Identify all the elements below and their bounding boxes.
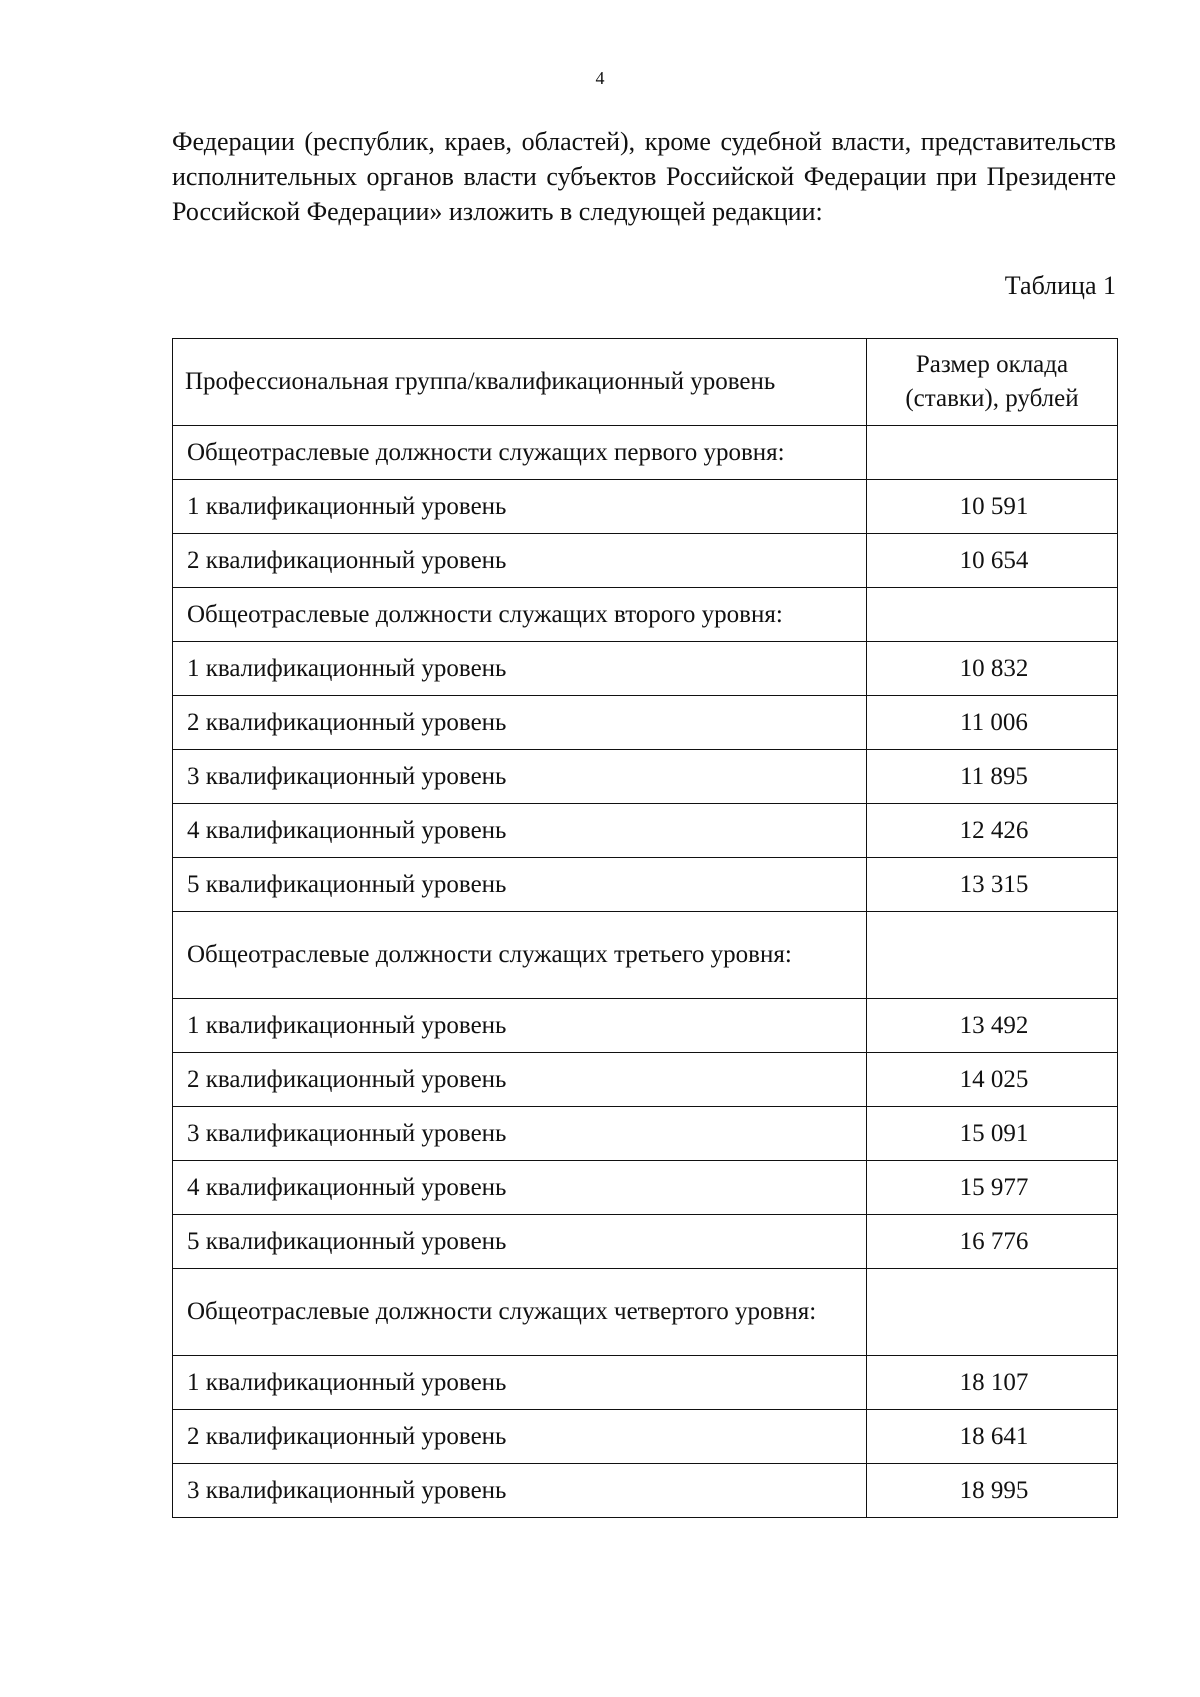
table-row (173, 804, 1118, 858)
table-row (173, 480, 1118, 534)
qualification-level: 3 квалификационный уровень (173, 1107, 867, 1161)
table-row (173, 1161, 1118, 1215)
salary-amount: 11 895 (867, 750, 1118, 804)
page-number: 4 (595, 68, 605, 88)
salary-amount: 18 107 (867, 1356, 1118, 1410)
table-row (173, 1053, 1118, 1107)
qualification-level: 1 квалификационный уровень (173, 480, 867, 534)
table-row (173, 858, 1118, 912)
qualification-level: 1 квалификационный уровень (173, 642, 867, 696)
table-row (173, 1215, 1118, 1269)
qualification-level: 3 квалификационный уровень (173, 750, 867, 804)
salary-amount: 13 315 (867, 858, 1118, 912)
table-row (173, 999, 1118, 1053)
salary-amount: 10 591 (867, 480, 1118, 534)
salary-amount (867, 912, 1118, 999)
header-salary: Размер оклада (ставки), рублей (867, 339, 1118, 426)
qualification-level: 5 квалификационный уровень (173, 1215, 867, 1269)
salary-amount: 16 776 (867, 1215, 1118, 1269)
table-header-row (173, 339, 1118, 426)
salary-amount (867, 588, 1118, 642)
table-label: Таблица 1 (1004, 271, 1116, 300)
group-name: Общеотраслевые должности служащих четвертого уровня: (173, 1269, 867, 1356)
salary-amount: 13 492 (867, 999, 1118, 1053)
salary-amount: 18 995 (867, 1464, 1118, 1518)
qualification-level: 2 квалификационный уровень (173, 1410, 867, 1464)
group-row-level-2 (173, 588, 1118, 642)
qualification-level: 2 квалификационный уровень (173, 696, 867, 750)
qualification-level: 4 квалификационный уровень (173, 1161, 867, 1215)
salary-amount: 10 832 (867, 642, 1118, 696)
table-row (173, 1356, 1118, 1410)
salary-amount (867, 426, 1118, 480)
salary-amount: 15 977 (867, 1161, 1118, 1215)
salary-amount: 12 426 (867, 804, 1118, 858)
salary-amount (867, 1269, 1118, 1356)
group-name: Общеотраслевые должности служащих второго уровня: (173, 588, 867, 642)
group-row-level-4 (173, 1269, 1118, 1356)
group-name: Общеотраслевые должности служащих первого уровня: (173, 426, 867, 480)
salary-amount: 15 091 (867, 1107, 1118, 1161)
qualification-level: 2 квалификационный уровень (173, 534, 867, 588)
salary-amount: 10 654 (867, 534, 1118, 588)
table-row (173, 1464, 1118, 1518)
qualification-level: 5 квалификационный уровень (173, 858, 867, 912)
table-row (173, 696, 1118, 750)
group-name: Общеотраслевые должности служащих третьего уровня: (173, 912, 867, 999)
salary-amount: 14 025 (867, 1053, 1118, 1107)
header-group: Профессиональная группа/квалификационный уровень (173, 339, 867, 426)
table-row (173, 534, 1118, 588)
table-row (173, 1410, 1118, 1464)
qualification-level: 2 квалификационный уровень (173, 1053, 867, 1107)
intro-paragraph: Федерации (республик, краев, областей), кроме судебной власти, представительств исполнительных органов власти субъектов Российской Федерации при Президенте Российской Федерации» изложить в следующей редакции: (172, 127, 1116, 226)
salary-table (172, 338, 1118, 1518)
salary-amount: 18 641 (867, 1410, 1118, 1464)
table-row (173, 750, 1118, 804)
salary-amount: 11 006 (867, 696, 1118, 750)
group-row-level-1 (173, 426, 1118, 480)
qualification-level: 1 квалификационный уровень (173, 1356, 867, 1410)
table-row (173, 1107, 1118, 1161)
qualification-level: 3 квалификационный уровень (173, 1464, 867, 1518)
table-row (173, 642, 1118, 696)
qualification-level: 1 квалификационный уровень (173, 999, 867, 1053)
group-row-level-3 (173, 912, 1118, 999)
qualification-level: 4 квалификационный уровень (173, 804, 867, 858)
